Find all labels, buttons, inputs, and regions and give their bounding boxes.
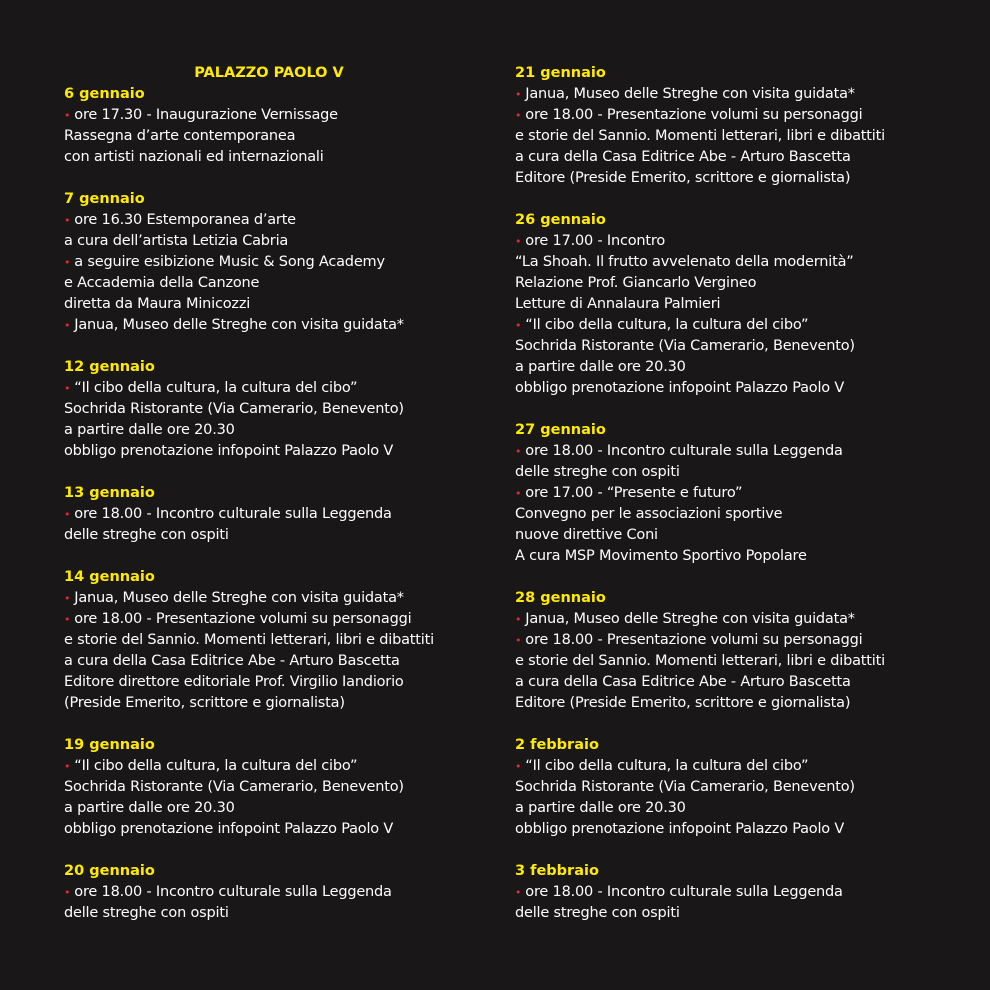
event-line-text: A cura MSP Movimento Sportivo Popolare	[515, 548, 807, 564]
event-line	[515, 798, 955, 819]
event-line-text: delle streghe con ospiti	[64, 905, 229, 921]
event-line-text: Sochrida Ristorante (Via Camerario, Benevento)	[64, 779, 404, 795]
event-line	[515, 378, 955, 399]
event-line-text: a partire dalle ore 20.30	[515, 359, 686, 375]
event-line	[64, 903, 504, 924]
event-line	[515, 84, 955, 105]
event-line-text: “La Shoah. Il frutto avvelenato della modernità”	[515, 254, 854, 270]
event-line-text: ore 18.00 - Incontro culturale sulla Leggenda	[74, 506, 392, 522]
event-date: 28 gennaio	[515, 590, 606, 606]
event-line-text: a cura dell’artista Letizia Cabria	[64, 233, 289, 249]
event-line-text: a seguire esibizione Music & Song Academy	[74, 254, 385, 270]
event-date: 13 gennaio	[64, 485, 155, 501]
event-date: 14 gennaio	[64, 569, 155, 585]
event-line	[515, 504, 955, 525]
event-line-text: Janua, Museo delle Streghe con visita guidata*	[525, 611, 855, 627]
event-line	[515, 147, 955, 168]
bullet-icon: •	[515, 109, 522, 122]
event-line	[64, 672, 504, 693]
event-date: 26 gennaio	[515, 212, 606, 228]
event-line	[515, 483, 955, 504]
event-line	[515, 294, 955, 315]
event-line-text: ore 17.00 - Incontro	[525, 233, 666, 249]
event-line-text: obbligo prenotazione infopoint Palazzo Paolo V	[515, 821, 845, 837]
event-line	[64, 315, 504, 336]
bullet-icon: •	[64, 592, 71, 605]
event-line	[515, 252, 955, 273]
event-line	[515, 126, 955, 147]
event-line	[64, 651, 504, 672]
event-line	[64, 231, 504, 252]
left-column	[64, 63, 504, 945]
event-line	[64, 420, 504, 441]
event-line-text: “Il cibo della cultura, la cultura del cibo”	[74, 380, 358, 396]
event-line-text: a cura della Casa Editrice Abe - Arturo Bascetta	[515, 674, 851, 690]
event-block	[515, 210, 955, 399]
event-block	[515, 420, 955, 567]
bullet-icon: •	[515, 613, 522, 626]
bullet-icon: •	[64, 382, 71, 395]
event-date: 20 gennaio	[64, 863, 155, 879]
event-line	[64, 252, 504, 273]
event-line	[64, 399, 504, 420]
event-line	[515, 819, 955, 840]
event-line-text: delle streghe con ospiti	[64, 527, 229, 543]
event-line	[515, 903, 955, 924]
event-line-text: Letture di Annalaura Palmieri	[515, 296, 721, 312]
event-line-text: “Il cibo della cultura, la cultura del cibo”	[74, 758, 358, 774]
event-line	[515, 441, 955, 462]
bullet-icon: •	[515, 319, 522, 332]
right-events	[515, 63, 955, 924]
event-line-text: a cura della Casa Editrice Abe - Arturo Bascetta	[64, 653, 400, 669]
event-date: 7 gennaio	[64, 191, 145, 207]
event-line-text: ore 17.30 - Inaugurazione Vernissage	[74, 107, 338, 123]
event-line-text: obbligo prenotazione infopoint Palazzo Paolo V	[64, 443, 394, 459]
event-line	[64, 210, 504, 231]
event-line-text: Sochrida Ristorante (Via Camerario, Benevento)	[515, 779, 855, 795]
bullet-icon: •	[515, 760, 522, 773]
bullet-icon: •	[515, 487, 522, 500]
event-line-text: ore 18.00 - Incontro culturale sulla Leggenda	[525, 443, 843, 459]
venue-title: PALAZZO PAOLO V	[194, 65, 344, 81]
event-line-text: Editore (Preside Emerito, scrittore e giornalista)	[515, 695, 851, 711]
event-line-text: ore 18.00 - Presentazione volumi su personaggi	[525, 107, 863, 123]
event-date: 21 gennaio	[515, 65, 606, 81]
bullet-icon: •	[515, 886, 522, 899]
event-line-text: Janua, Museo delle Streghe con visita guidata*	[525, 86, 855, 102]
event-line-text: delle streghe con ospiti	[515, 905, 680, 921]
event-line	[515, 630, 955, 651]
event-line-text: (Preside Emerito, scrittore e giornalista)	[64, 695, 345, 711]
event-line	[515, 882, 955, 903]
event-line	[515, 546, 955, 567]
event-line	[64, 273, 504, 294]
event-line-text: Janua, Museo delle Streghe con visita guidata*	[74, 317, 404, 333]
event-date: 6 gennaio	[64, 86, 145, 102]
event-line	[64, 609, 504, 630]
left-events	[64, 84, 504, 924]
event-line-text: Rassegna d’arte contemporanea	[64, 128, 296, 144]
event-line	[515, 462, 955, 483]
bullet-icon: •	[64, 109, 71, 122]
event-block	[64, 735, 504, 840]
event-line	[64, 693, 504, 714]
event-line-text: delle streghe con ospiti	[515, 464, 680, 480]
event-line-text: obbligo prenotazione infopoint Palazzo Paolo V	[515, 380, 845, 396]
event-line-text: e storie del Sannio. Momenti letterari, libri e dibattiti	[515, 653, 885, 669]
event-line-text: con artisti nazionali ed internazionali	[64, 149, 324, 165]
event-line	[64, 819, 504, 840]
event-line-text: Relazione Prof. Giancarlo Vergineo	[515, 275, 757, 291]
right-column	[515, 63, 955, 945]
event-date: 12 gennaio	[64, 359, 155, 375]
event-line-text: obbligo prenotazione infopoint Palazzo Paolo V	[64, 821, 394, 837]
event-line-text: Convegno per le associazioni sportive	[515, 506, 783, 522]
event-line	[515, 336, 955, 357]
event-line-text: ore 18.00 - Incontro culturale sulla Leggenda	[525, 884, 843, 900]
event-line-text: ore 18.00 - Presentazione volumi su personaggi	[525, 632, 863, 648]
event-date: 19 gennaio	[64, 737, 155, 753]
event-block	[515, 588, 955, 714]
event-date: 3 febbraio	[515, 863, 599, 879]
event-line	[515, 231, 955, 252]
event-line	[515, 756, 955, 777]
event-block	[64, 861, 504, 924]
event-line	[64, 756, 504, 777]
event-line-text: Janua, Museo delle Streghe con visita guidata*	[74, 590, 404, 606]
event-line	[515, 672, 955, 693]
event-line	[64, 294, 504, 315]
event-line	[64, 504, 504, 525]
event-line-text: nuove direttive Coni	[515, 527, 658, 543]
event-line	[515, 105, 955, 126]
event-line	[64, 147, 504, 168]
bullet-icon: •	[64, 319, 71, 332]
event-line	[64, 777, 504, 798]
event-line-text: “Il cibo della cultura, la cultura del cibo”	[525, 758, 809, 774]
event-block	[64, 567, 504, 714]
bullet-icon: •	[64, 760, 71, 773]
event-block	[64, 189, 504, 336]
event-line	[64, 630, 504, 651]
bullet-icon: •	[64, 886, 71, 899]
bullet-icon: •	[64, 256, 71, 269]
event-line-text: Editore (Preside Emerito, scrittore e giornalista)	[515, 170, 851, 186]
event-block	[515, 735, 955, 840]
event-block	[64, 84, 504, 168]
event-line	[64, 441, 504, 462]
event-line-text: a partire dalle ore 20.30	[515, 800, 686, 816]
bullet-icon: •	[64, 214, 71, 227]
event-line-text: e storie del Sannio. Momenti letterari, libri e dibattiti	[64, 632, 434, 648]
event-block	[64, 483, 504, 546]
event-line-text: e Accademia della Canzone	[64, 275, 260, 291]
bullet-icon: •	[515, 235, 522, 248]
event-line	[515, 609, 955, 630]
event-line	[64, 378, 504, 399]
event-line	[64, 525, 504, 546]
event-line-text: Editore direttore editoriale Prof. Virgilio Iandiorio	[64, 674, 404, 690]
event-line-text: e storie del Sannio. Momenti letterari, libri e dibattiti	[515, 128, 885, 144]
event-line-text: a partire dalle ore 20.30	[64, 800, 235, 816]
event-line	[64, 126, 504, 147]
event-line	[515, 651, 955, 672]
bullet-icon: •	[515, 88, 522, 101]
event-line-text: Sochrida Ristorante (Via Camerario, Benevento)	[515, 338, 855, 354]
event-line	[64, 882, 504, 903]
event-line	[515, 315, 955, 336]
bullet-icon: •	[515, 634, 522, 647]
event-line-text: a partire dalle ore 20.30	[64, 422, 235, 438]
event-line-text: ore 18.00 - Presentazione volumi su personaggi	[74, 611, 412, 627]
bullet-icon: •	[64, 508, 71, 521]
bullet-icon: •	[515, 445, 522, 458]
event-line-text: a cura della Casa Editrice Abe - Arturo Bascetta	[515, 149, 851, 165]
event-line-text: ore 18.00 - Incontro culturale sulla Leggenda	[74, 884, 392, 900]
event-date: 27 gennaio	[515, 422, 606, 438]
event-line-text: ore 16.30 Estemporanea d’arte	[74, 212, 296, 228]
event-line	[515, 693, 955, 714]
bullet-icon: •	[64, 613, 71, 626]
event-line	[64, 588, 504, 609]
event-line	[515, 168, 955, 189]
event-block	[515, 63, 955, 189]
event-block	[64, 357, 504, 462]
event-line-text: ore 17.00 - “Presente e futuro”	[525, 485, 743, 501]
event-line	[64, 105, 504, 126]
event-line-text: diretta da Maura Minicozzi	[64, 296, 251, 312]
event-line	[515, 777, 955, 798]
event-block	[515, 861, 955, 924]
event-date: 2 febbraio	[515, 737, 599, 753]
event-line	[515, 525, 955, 546]
event-line-text: “Il cibo della cultura, la cultura del cibo”	[525, 317, 809, 333]
event-line-text: Sochrida Ristorante (Via Camerario, Benevento)	[64, 401, 404, 417]
event-line	[515, 273, 955, 294]
event-line	[64, 798, 504, 819]
event-line	[515, 357, 955, 378]
